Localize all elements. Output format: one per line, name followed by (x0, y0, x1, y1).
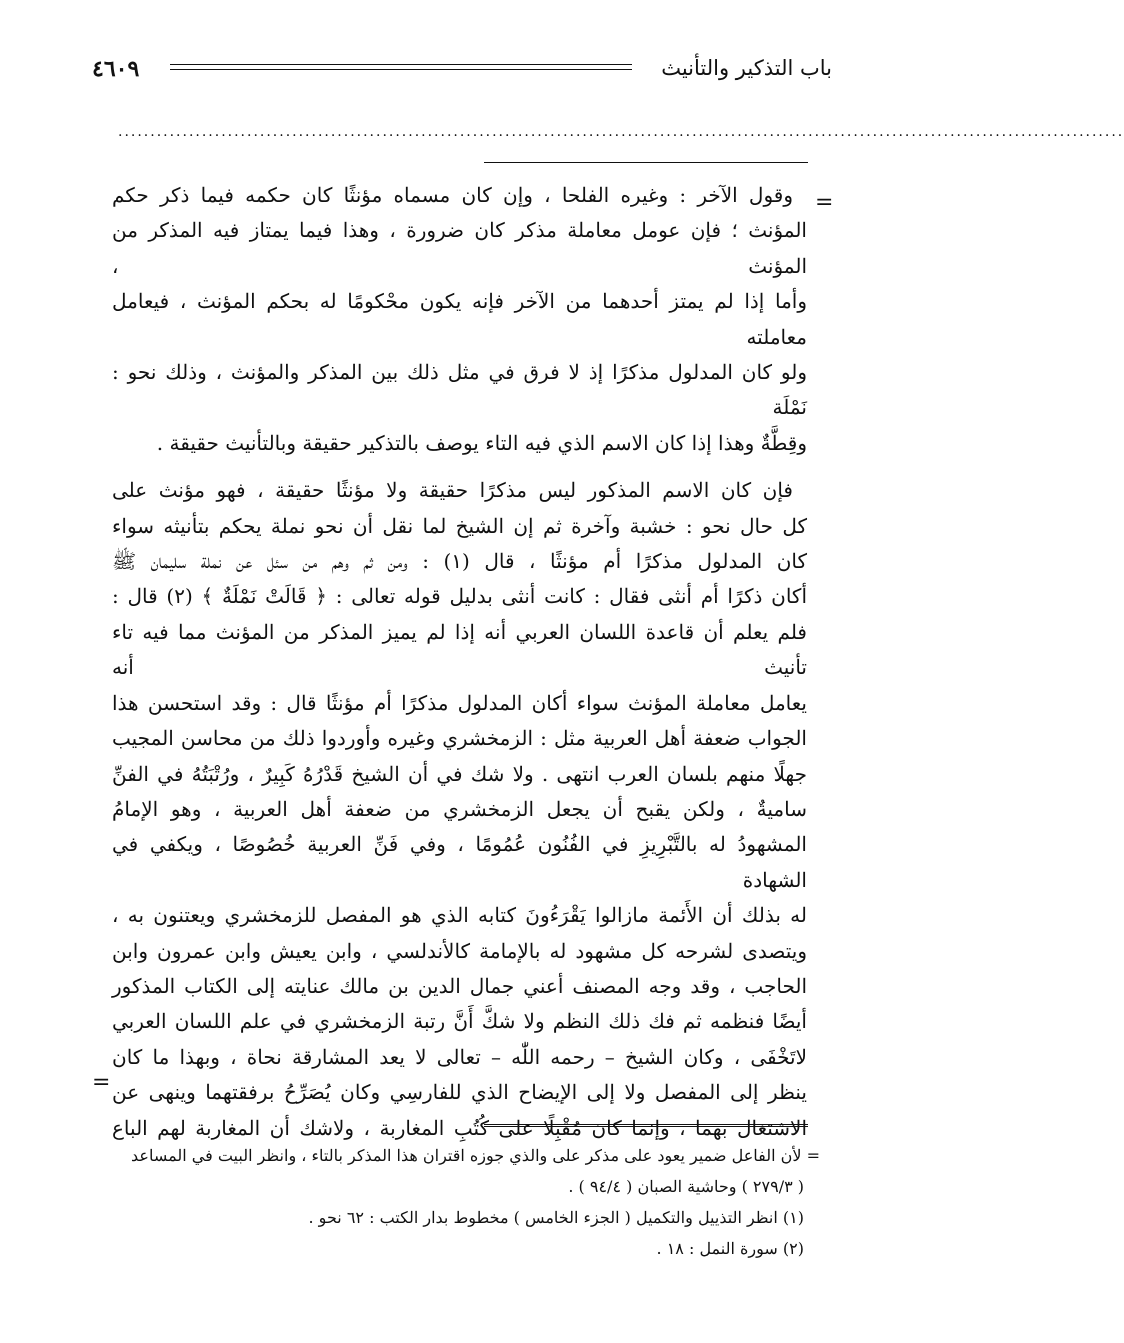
text-line: جهلًا منهم بلسان العرب انتهى . ولا شك في أن الشيخ قَدْرُهُ كَبِيرٌ ، ورُتْبَتُهُ في الفنِّ (112, 761, 807, 786)
header-double-rule (170, 64, 632, 70)
text-line: ينظر إلى المفصل ولا إلى الإيضاح الذي للفارسِي وكان يُصَرِّحُ برفقتهما وينهى عن (112, 1080, 807, 1105)
continuation-mark-top: = (815, 190, 834, 215)
footnotes (120, 1140, 820, 1264)
text-line: المشهودُ له بالتَّبْرِيزِ في الفُنُون عُمُومًا ، وفي فَنِّ العربية خُصُوصًا ، ويكفي في الشهادة (112, 832, 807, 892)
footnote-rule (484, 1124, 808, 1125)
text-line: ويتصدى لشرحه كل مشهود له بالإمامة كالأندلسي ، وابن يعيش وابن عمرون وابن (112, 938, 807, 963)
text-top-rule (484, 162, 808, 163)
footnote-continued: = لأن الفاعل ضمير يعود على مذكر على والذي جوزه اقتران هذا المذكر بالتاء ، وانظر البيت في المساعد (131, 1146, 820, 1165)
text-line: ولو كان المدلول مذكرًا إذ لا فرق في مثل ذلك بين المذكر والمؤنث ، وذلك نحو : نَمْلَة (112, 360, 807, 420)
text-line: كل حال نحو : خشبة وآخرة ثم إن الشيخ لما نقل أن نحو نملة يحكم بتأنيثه سواء (112, 513, 807, 538)
text-line: المؤنث ؛ فإن عومل معاملة مذكر كان ضرورة ، وهذا فيما يمتاز فيه المذكر من المؤنث ، (112, 218, 807, 278)
text-line: الحاجب ، وقد وجه المصنف أعني جمال الدين بن مالك عنايته إلى الكتاب المذكور (112, 973, 808, 998)
chapter-title: باب التذكير والتأنيث (661, 56, 832, 80)
text-line: لاتَخْفَى ، وكان الشيخ – رحمه اللّٰه – تعالى لا يعد المشارقة نحاة ، وبهذا ما كان (112, 1044, 807, 1069)
continuation-mark-bottom: = (92, 1070, 111, 1095)
text-line: الاشتغال بهما ، وإنما كان مُقْبِلًا على كُتُبِ المغاربة ، ولاشك أن المغاربة لهم الباع (112, 1115, 807, 1140)
text-line: كان المدلول مذكرًا أم مؤنثًا ، قال (١) : ومن ثم وهم من سئل عن نملة سليمان ﷺ (112, 549, 808, 574)
footnote-1: (١) انظر التذييل والتكميل ( الجزء الخامس ) مخطوط بدار الكتب : ٦٢ نحو . (308, 1208, 804, 1227)
text-line: وقِطَّةٌ وهذا إذا كان الاسم الذي فيه التاء يوصف بالتذكير حقيقة وبالتأنيث حقيقة . (156, 430, 807, 455)
text-line: الجواب ضعفة أهل العربية مثل : الزمخشري وغيره وأوردوا ذلك من محاسن المجيب (112, 726, 807, 751)
text-line: فإن كان الاسم المذكور ليس مذكرًا حقيقة ولا مؤنثًا حقيقة ، فهو مؤنث على (112, 478, 793, 503)
footnote-continued-line: ( ٢٧٩/٣ ) وحاشية الصبان ( ٩٤/٤ ) . (568, 1177, 804, 1196)
footnote-2: (٢) سورة النمل : ١٨ . (656, 1239, 804, 1258)
text-line: يعامل معاملة المؤنث سواء أكان المدلول مذكرًا أم مؤنثًا قال : وقد استحسن هذا (112, 690, 807, 715)
text-line: له بذلك أن الأَئمة مازالوا يَقْرَءُونَ كتابه الذي هو المفصل للزمخشري ويعتنون به ، (112, 903, 807, 928)
text-line: أيضًا فنظمه ثم فك ذلك النظم ولا شكَّ أَنَّ رتبة الزمخشري في علم اللسان العربي (112, 1009, 807, 1034)
text-line: أكان ذكرًا أم أنثى فقال : كانت أنثى بدليل قوله تعالى : ﴿ قَالَتْ نَمْلَةٌ ﴾ (٢) قال : (112, 584, 807, 609)
text-line: وأما إذا لم يمتز أحدهما من الآخر فإنه يكون محْكومًا له بحكم المؤنث ، فيعامل معاملته (112, 289, 807, 349)
running-header (92, 56, 832, 92)
page-number: ٤٦٠٩ (92, 56, 140, 82)
text-line: ساميةٌ ، ولكن يقبح أن يجعل الزمخشري من ضعفة أهل العربية ، وهو الإمامُ (112, 796, 807, 821)
text-line: وقول الآخر : وغيره الفلحا ، وإن كان مسماه مؤنثًا كان حكمه فيما ذكر حكم (112, 183, 793, 207)
dotted-separator: ............................................................................................................................................................ (118, 124, 1124, 140)
main-text (112, 178, 807, 1146)
text-line: فلم يعلم أن قاعدة اللسان العربي أنه إذا لم يميز المذكر من المؤنث مما فيه تاء تأنيث أنه (112, 619, 807, 680)
